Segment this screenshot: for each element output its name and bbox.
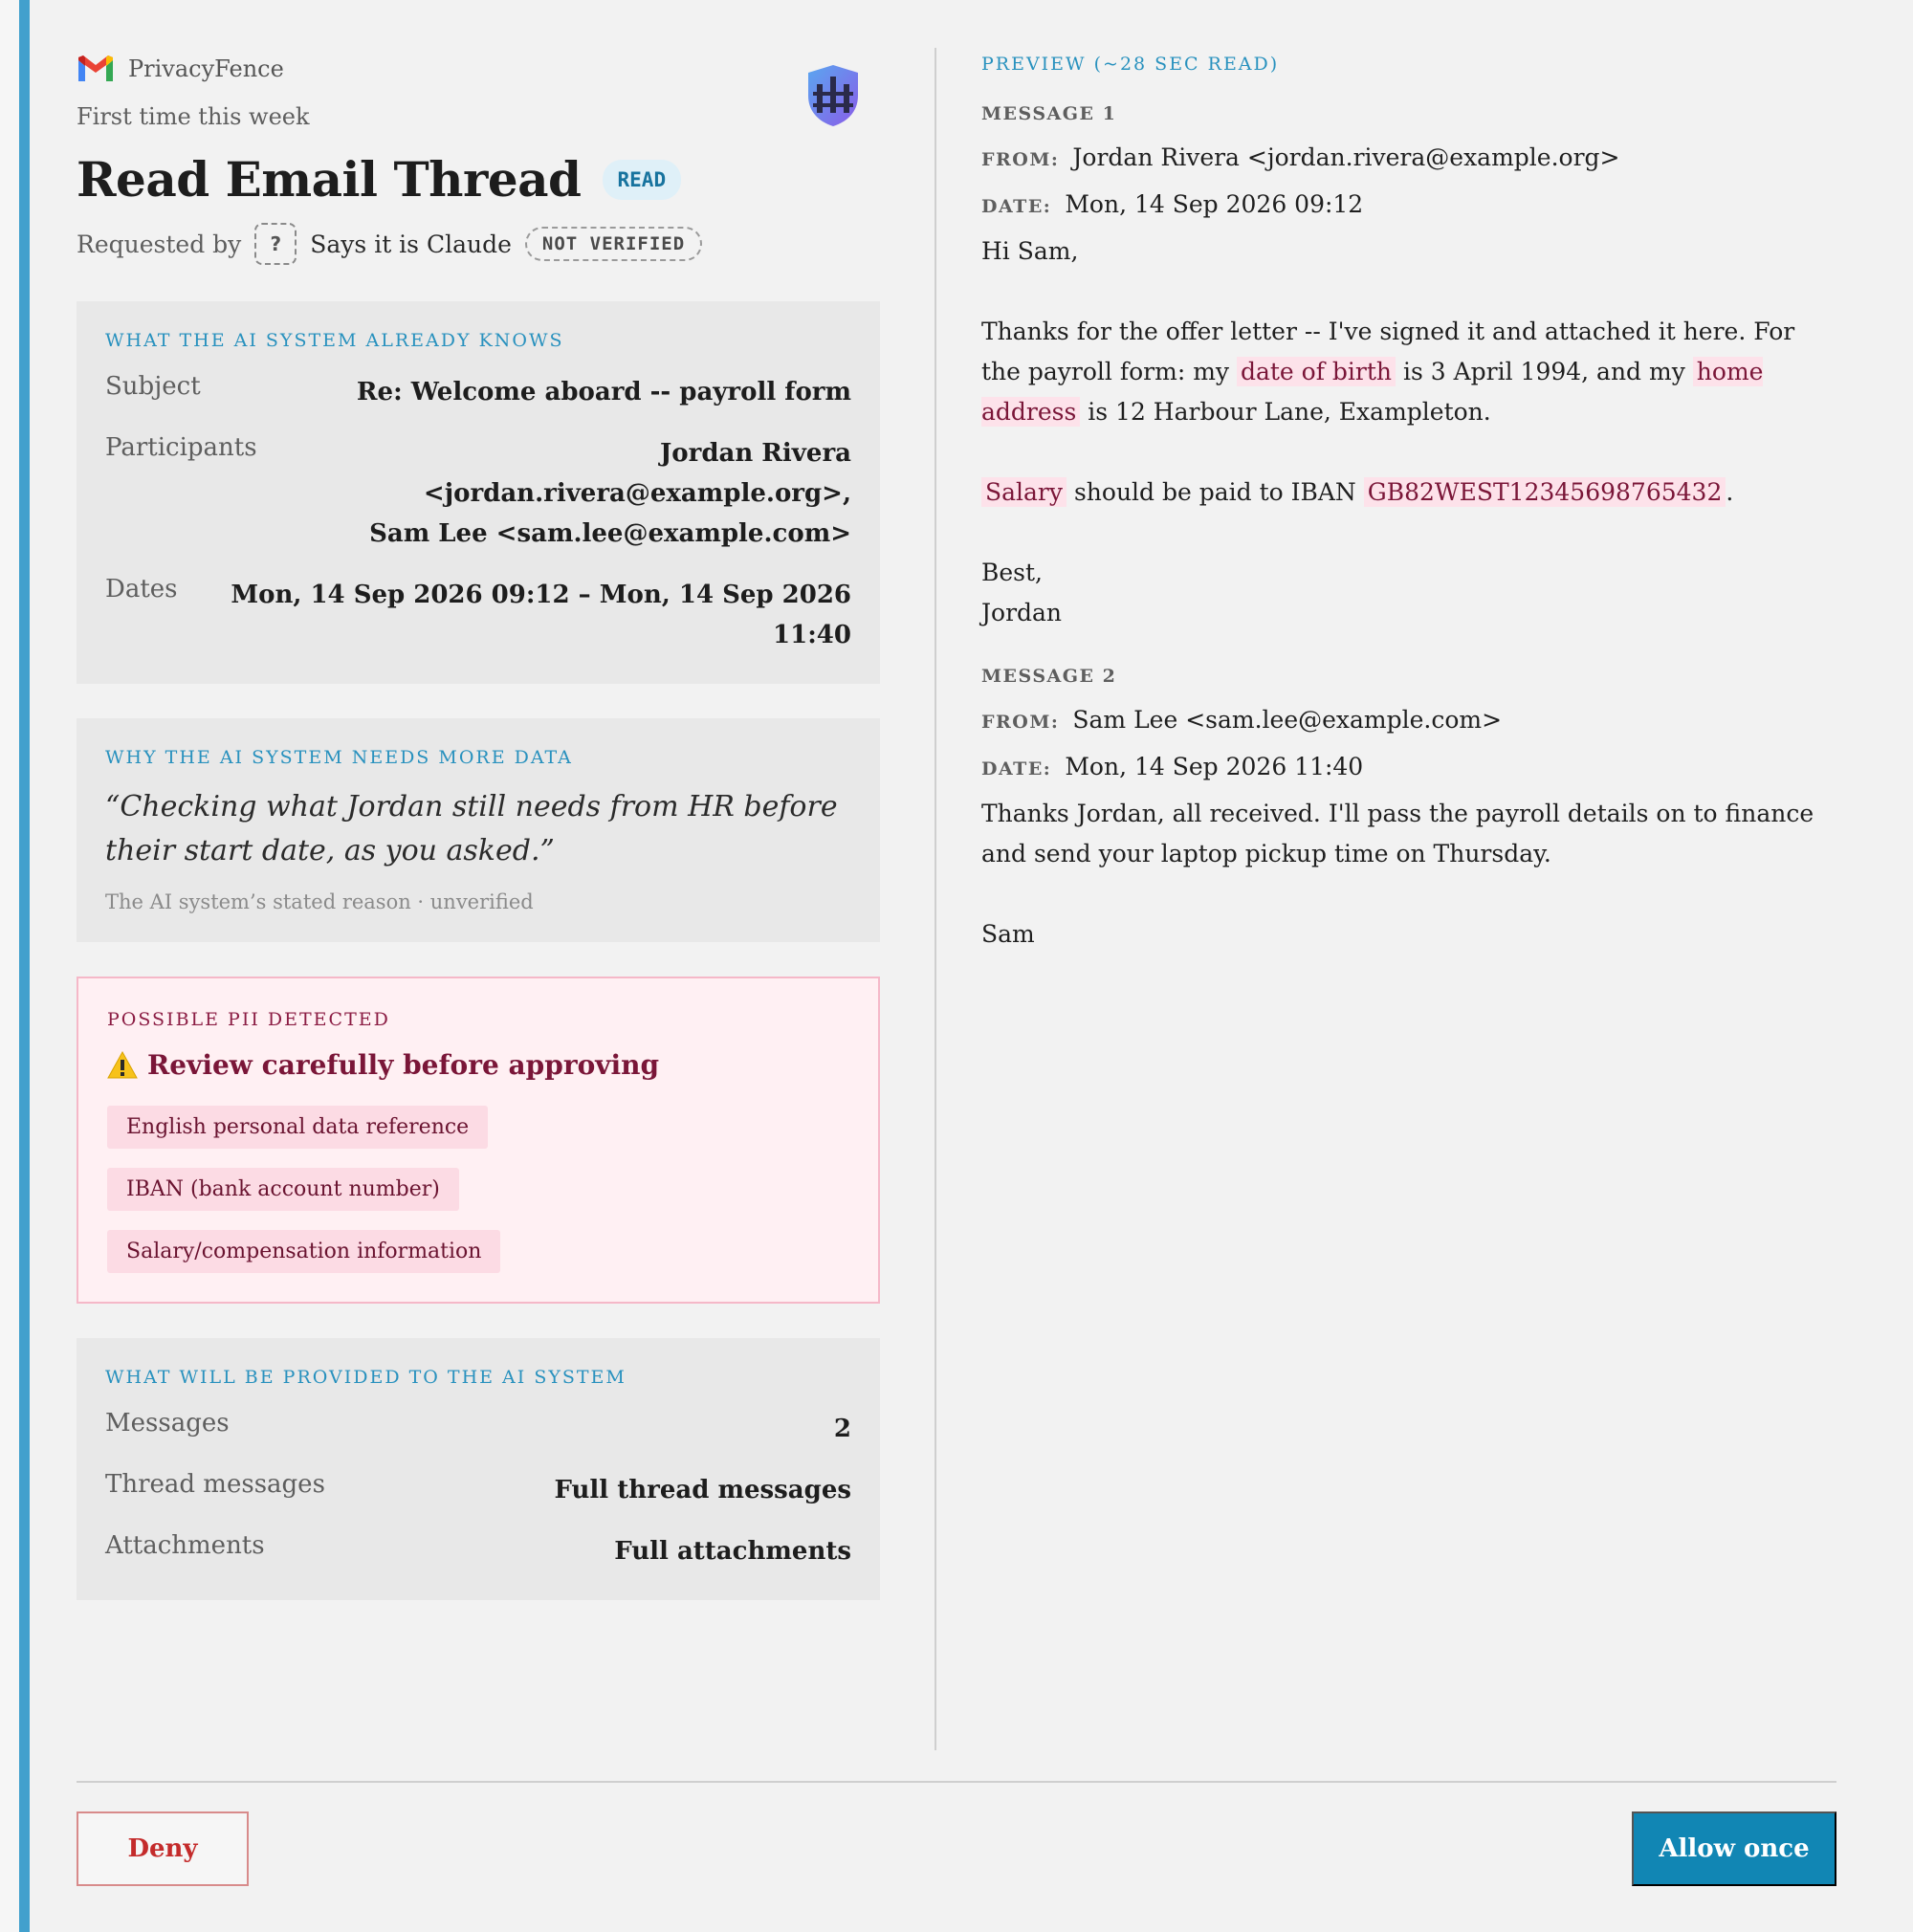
from-key: FROM: bbox=[981, 149, 1060, 170]
access-type-badge: READ bbox=[603, 160, 682, 200]
messages-label: Messages bbox=[105, 1409, 230, 1438]
page-title: Read Email Thread bbox=[77, 151, 582, 208]
reason-note: The AI system’s stated reason · unverified bbox=[105, 890, 534, 913]
date-key: DATE: bbox=[981, 758, 1052, 779]
accent-stripe bbox=[0, 0, 19, 1932]
footer-divider bbox=[77, 1781, 1836, 1783]
subject-label: Subject bbox=[105, 372, 201, 401]
requester-name: Says it is Claude bbox=[310, 230, 512, 258]
from-value: Sam Lee <sam.lee@example.com> bbox=[1072, 706, 1503, 734]
message-signoff bbox=[981, 553, 1836, 633]
requested-by-label: Requested by bbox=[77, 230, 242, 258]
messages-value: 2 bbox=[833, 1415, 851, 1443]
stated-reason: “Checking what Jordan still needs from HR before their start date, as you asked.” bbox=[105, 790, 838, 867]
pii-highlight: Salary bbox=[981, 477, 1066, 507]
pii-chip: IBAN (bank account number) bbox=[107, 1168, 459, 1211]
text-run: . bbox=[1726, 478, 1734, 506]
pii-chip: Salary/compensation information bbox=[107, 1230, 500, 1273]
participants-label: Participants bbox=[105, 433, 257, 462]
date-value: Mon, 14 Sep 2026 11:40 bbox=[1065, 753, 1364, 780]
subject-value: Re: Welcome aboard -- payroll form bbox=[356, 378, 851, 406]
from-row bbox=[981, 706, 1836, 734]
thread-label: Thread messages bbox=[105, 1470, 325, 1499]
request-frequency: First time this week bbox=[77, 103, 310, 130]
provided-heading: WHAT WILL BE PROVIDED TO THE AI SYSTEM bbox=[105, 1367, 627, 1388]
dates-value: Mon, 14 Sep 2026 09:12 – Mon, 14 Sep 2026 11:40 bbox=[231, 581, 851, 649]
pii-chip: English personal data reference bbox=[107, 1106, 488, 1149]
participants-row bbox=[105, 433, 851, 554]
date-row bbox=[981, 753, 1836, 780]
deny-button[interactable]: Deny bbox=[77, 1811, 249, 1886]
app-header bbox=[77, 48, 880, 90]
pii-heading: POSSIBLE PII DETECTED bbox=[107, 1009, 390, 1030]
unknown-requester-icon: ? bbox=[254, 223, 297, 265]
thread-row bbox=[105, 1470, 851, 1510]
preview-heading: PREVIEW (~28 SEC READ) bbox=[981, 54, 1280, 75]
participant-1: Jordan Rivera <jordan.rivera@example.org>, bbox=[423, 439, 851, 508]
preview-panel[interactable] bbox=[981, 48, 1836, 955]
text-run: should be paid to IBAN bbox=[1066, 478, 1364, 506]
date-value: Mon, 14 Sep 2026 09:12 bbox=[1065, 190, 1364, 218]
pii-chip-list bbox=[107, 1106, 849, 1273]
from-value: Jordan Rivera <jordan.rivera@example.org> bbox=[1072, 143, 1620, 171]
from-row bbox=[981, 143, 1836, 171]
message-paragraph bbox=[981, 312, 1836, 432]
dates-label: Dates bbox=[105, 575, 178, 604]
from-key: FROM: bbox=[981, 712, 1060, 733]
message-greeting: Hi Sam, bbox=[981, 237, 1079, 265]
message-paragraph bbox=[981, 472, 1836, 513]
permission-dialog bbox=[77, 48, 1836, 1750]
text-run: is 12 Harbour Lane, Exampleton. bbox=[1080, 398, 1491, 426]
text-run: is 3 April 1994, and my bbox=[1396, 358, 1693, 385]
pii-warning-text: Review carefully before approving bbox=[147, 1049, 660, 1081]
known-info-heading: WHAT THE AI SYSTEM ALREADY KNOWS bbox=[105, 330, 564, 351]
signoff: Best, bbox=[981, 559, 1043, 586]
attachments-value: Full attachments bbox=[614, 1537, 851, 1566]
pii-highlight: GB82WEST12345698765432 bbox=[1364, 477, 1726, 507]
app-name: PrivacyFence bbox=[128, 55, 284, 82]
participants-value bbox=[296, 433, 851, 554]
requester-row bbox=[77, 223, 880, 265]
attachments-row bbox=[105, 1531, 851, 1571]
messages-row bbox=[105, 1409, 851, 1449]
known-info-card bbox=[77, 301, 880, 684]
message-label: MESSAGE 2 bbox=[981, 666, 1117, 687]
date-key: DATE: bbox=[981, 196, 1052, 217]
title-row bbox=[77, 151, 880, 208]
message-label: MESSAGE 1 bbox=[981, 103, 1117, 124]
message-body bbox=[981, 794, 1836, 955]
attachments-label: Attachments bbox=[105, 1531, 265, 1560]
column-divider bbox=[935, 48, 936, 1750]
message-body bbox=[981, 231, 1836, 633]
pii-warning-card bbox=[77, 977, 880, 1304]
allow-once-button[interactable]: Allow once bbox=[1632, 1811, 1836, 1886]
pii-warning bbox=[107, 1049, 849, 1081]
reason-heading: WHY THE AI SYSTEM NEEDS MORE DATA bbox=[105, 747, 573, 768]
warning-icon bbox=[107, 1051, 138, 1080]
date-row bbox=[981, 190, 1836, 218]
request-details-panel bbox=[77, 48, 880, 1600]
signature: Jordan bbox=[981, 599, 1063, 626]
shield-icon bbox=[805, 63, 861, 128]
subject-row bbox=[105, 372, 851, 412]
text-run: Thanks for the offer letter -- I've signed it and attached it here. For the payroll form: my bbox=[981, 318, 1795, 385]
dates-row bbox=[105, 575, 851, 655]
pii-highlight: date of birth bbox=[1237, 357, 1396, 386]
reason-card bbox=[77, 718, 880, 942]
verification-badge: NOT VERIFIED bbox=[525, 227, 702, 261]
participant-2: Sam Lee <sam.lee@example.com> bbox=[369, 519, 851, 548]
message-paragraph: Thanks Jordan, all received. I'll pass the payroll details on to finance and send your laptop pickup time on Thursday. bbox=[981, 800, 1814, 867]
provided-data-card bbox=[77, 1338, 880, 1600]
pii-highlight: home address bbox=[981, 358, 1764, 426]
thread-value: Full thread messages bbox=[554, 1476, 851, 1504]
gmail-icon bbox=[77, 55, 115, 83]
signature: Sam bbox=[981, 920, 1035, 948]
